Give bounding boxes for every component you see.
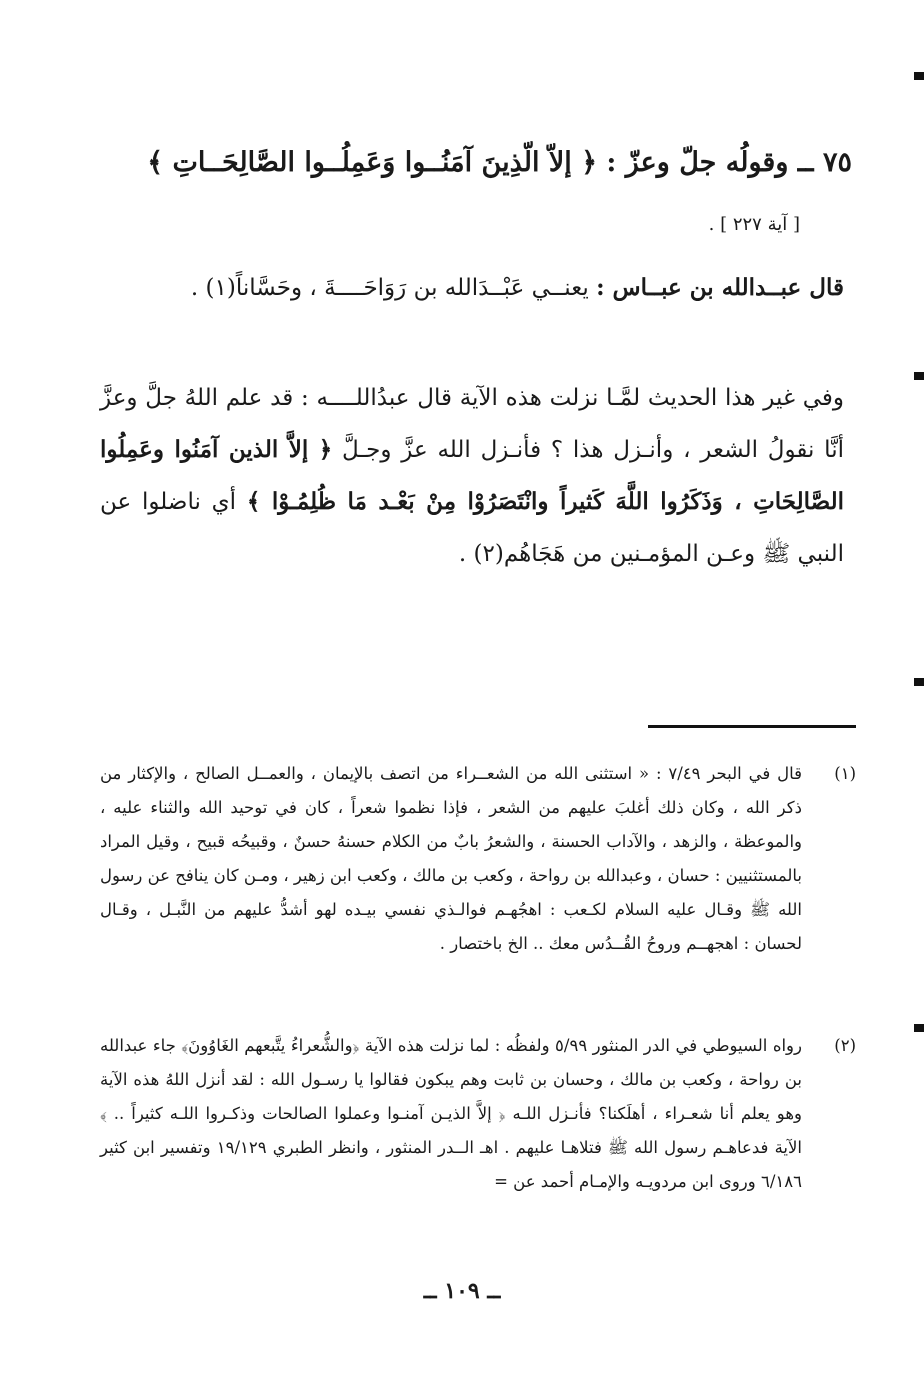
paragraph-2-text-b: أي ناضلوا عن النبي ﷺ وعـن المؤمـنين من هَجَاهُم(٢) . (100, 489, 844, 567)
footnote-number: (١) (834, 764, 856, 783)
paragraph-2-text-a: وفي غير هذا الحديث لمَّـا نزلت هذه الآية قال عبدُاللــــه : قد علم اللهُ جلَّ وعزَّ أنَّا نقولُ الشعر ، وأنـزل هذا ؟ فأنـزل الله عزَّ وجـلَّ (100, 385, 844, 463)
footnote-separator (648, 725, 856, 728)
verse-reference: [ آية ٢٢٧ ] . (708, 214, 800, 235)
margin-mark (914, 72, 924, 80)
footnote-text: قال في البحر ٧/٤٩ : « استثنى الله من الشعــراء من اتصف بالإيمان ، والعمــل الصالح ، والإكثار من ذكر الله ، وكان ذلك أغلبَ عليهم من الشعر ، فإذا نظموا شعراً ، كان في توحيد الله والثناء عليه ، والموعظة ، والزهد ، والآداب الحسنة ، والشعرُ بابٌ من الكلام حسنهُ حسنٌ ، وقبيحُه قبيح ، وقيل المراد بالمستثنيين : حسان ، وعبدالله بن رواحة ، وكعب بن مالك ، وكعب ابن زهير ، ومـن كان ينافح عن رسول الله ﷺ وقـال عليه السلام لكـعب : اهجُهـم فوالـذي نفسي بيـده لهو أشدُّ عليهم من النَّبـل ، وقـال لحسان : اهجهــم وروحُ القُــدُس معك .. الخ باختصار . (100, 764, 803, 953)
paragraph-1-text: يعنــي عَبْــدَالله بن رَوَاحَــــةَ ، وحَسَّاناً(١) . (190, 275, 597, 301)
paragraph-2 (100, 372, 844, 580)
narrator: قال عبــدالله بن عبــاس : (596, 274, 844, 301)
page-number: ــ ١٠٩ ــ (423, 1278, 501, 1304)
footnote-2 (100, 1029, 856, 1199)
paragraph-1 (100, 262, 844, 314)
margin-mark (914, 1024, 924, 1032)
margin-mark (914, 678, 924, 686)
footnote-1 (100, 757, 856, 961)
quoted-verse: ﴿ إلاَّ الذين آمَنُوا وعَمِلُوا الصَّالِحَاتِ ، وَذَكَرُوا اللَّهَ كَثيراً وانْتَصَرُوْا مِنْ بَعْـد مَا ظُلِمُـوْا ﴾ (100, 436, 844, 515)
footnote-text: رواه السيوطي في الدر المنثور ٥/٩٩ ولفظُه : لما نزلت هذه الآية ﴿والشُّعراءُ يتَّبعهم الغَاوُونَ﴾ جاء عبدالله بن رواحة ، وكعب بن مالك ، وحسان بن ثابت وهم يبكون فقالوا يا رسـول الله : لقد أنزل اللهُ هذه الآية وهو يعلم أنا شعـراء ، أهلَكنا؟ فأنـزل اللـه ﴿ إلاَّ الذيـن آمنـوا وعملوا الصالحات وذكـروا اللـه كثيراً .. ﴾ الآية فدعاهـم رسول الله ﷺ فتلاهـا عليهم . اهـ الــدر المنثور ، وانظر الطبري ١٩/١٢٩ وتفسير ابن كثير ٦/١٨٦ وروى ابن مردويـه والإمـام أحمد عن = (100, 1036, 802, 1191)
footnote-number: (٢) (834, 1036, 856, 1055)
verse-heading: ٧٥ ــ وقولُه جلّ وعزّ : ﴿ إلاّ الّذِينَ آمَنُــوا وَعَمِلُــوا الصَّالِحَــاتِ ﴾ (147, 147, 852, 178)
margin-mark (914, 372, 924, 380)
